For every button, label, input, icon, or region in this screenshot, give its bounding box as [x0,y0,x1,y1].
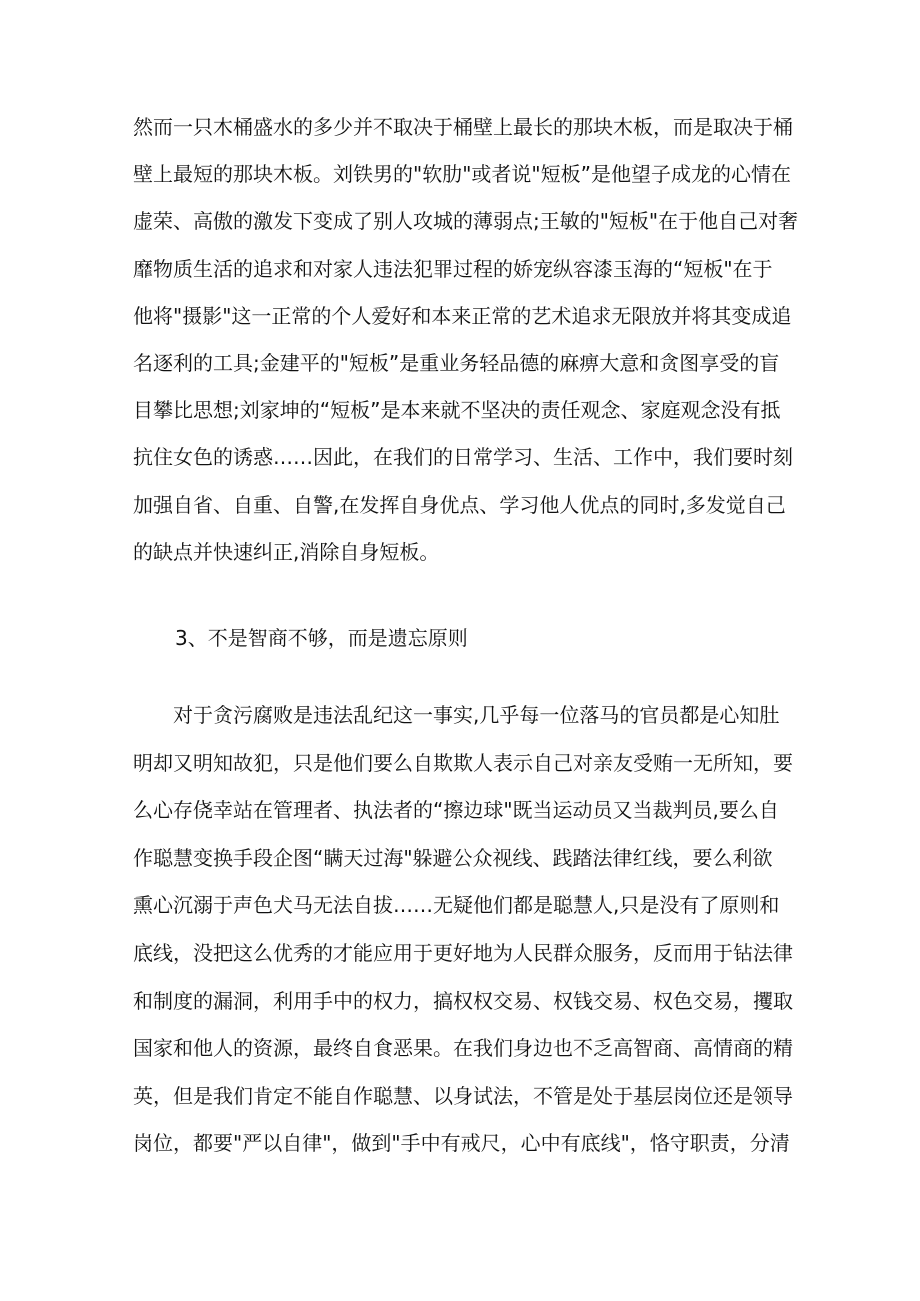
paragraph-line: 加强自省、自重、自警,在发挥自身优点、学习他人优点的同时,多发觉自己 [133,492,786,517]
paragraph-line: 抗住女色的诱惑……因此，在我们的日常学习、生活、工作中，我们要时刻 [133,445,793,470]
paragraph-line: 岗位，都要"严以自律"，做到"手中有戒尺，心中有底线"，恪守职责，分清 [133,1131,790,1156]
paragraph-line: 他将"摄影"这一正常的个人爱好和本来正常的艺术追求无限放并将其变成追 [133,303,792,328]
paragraph-principles [133,705,793,1181]
paragraph-line: 国家和他人的资源，最终自食恶果。在我们身边也不乏高智商、高情商的精 [133,1036,793,1061]
paragraph-line: 对于贪污腐败是违法乱纪这一事实,几乎每一位落马的官员都是心知肚 [133,703,780,727]
section-heading [175,628,835,648]
paragraph-line: 英，但是我们肯定不能自作聪慧、以身试法，不管是处于基层岗位还是领导 [133,1083,793,1108]
section-heading-text: 3、不是智商不够，而是遗忘原则 [175,626,468,650]
paragraph-short-board [133,115,799,589]
paragraph-line: 壁上最短的那块木板。刘铁男的"软肋"或者说"短板”是他望子成龙的心情在 [133,162,791,187]
paragraph-line: 然而一只木桶盛水的多少并不取决于桶壁上最长的那块木板，而是取决于桶 [133,115,793,139]
paragraph-line: 和制度的漏洞，利用手中的权力，搞权权交易、权钱交易、权色交易，攫取 [133,988,793,1013]
paragraph-line: 目攀比思想;刘家坤的“短板”是本来就不坚决的责任观念、家庭观念没有抵 [133,398,781,423]
paragraph-line: 底线，没把这么优秀的才能应用于更好地为人民群众服务，反而用于钻法律 [133,940,793,965]
paragraph-line: 虚荣、高傲的激发下变成了别人攻城的薄弱点;王敏的"短板"在于他自己对奢 [133,209,799,234]
paragraph-line: 名逐利的工具;金建平的"短板”是重业务轻品德的麻痹大意和贪图享受的盲 [133,350,780,375]
paragraph-line: 的缺点并快速纠正,消除自身短板。 [133,539,440,564]
paragraph-line: 作聪慧变换手段企图“瞒天过海"躲避公众视线、践踏法律红线，要么利欲 [133,845,773,870]
paragraph-line: 靡物质生活的追求和对家人违法犯罪过程的娇宠纵容漆玉海的“短板"在于 [133,256,773,281]
paragraph-line: 熏心沉溺于声色犬马无法自拔……无疑他们都是聪慧人,只是没有了原则和 [133,893,780,918]
paragraph-line: 明却又明知故犯，只是他们要么自欺欺人表示自己对亲友受贿一无所知，要 [133,750,793,775]
paragraph-line: 么心存侥幸站在管理者、执法者的“擦边球"既当运动员又当裁判员,要么自 [133,798,779,823]
